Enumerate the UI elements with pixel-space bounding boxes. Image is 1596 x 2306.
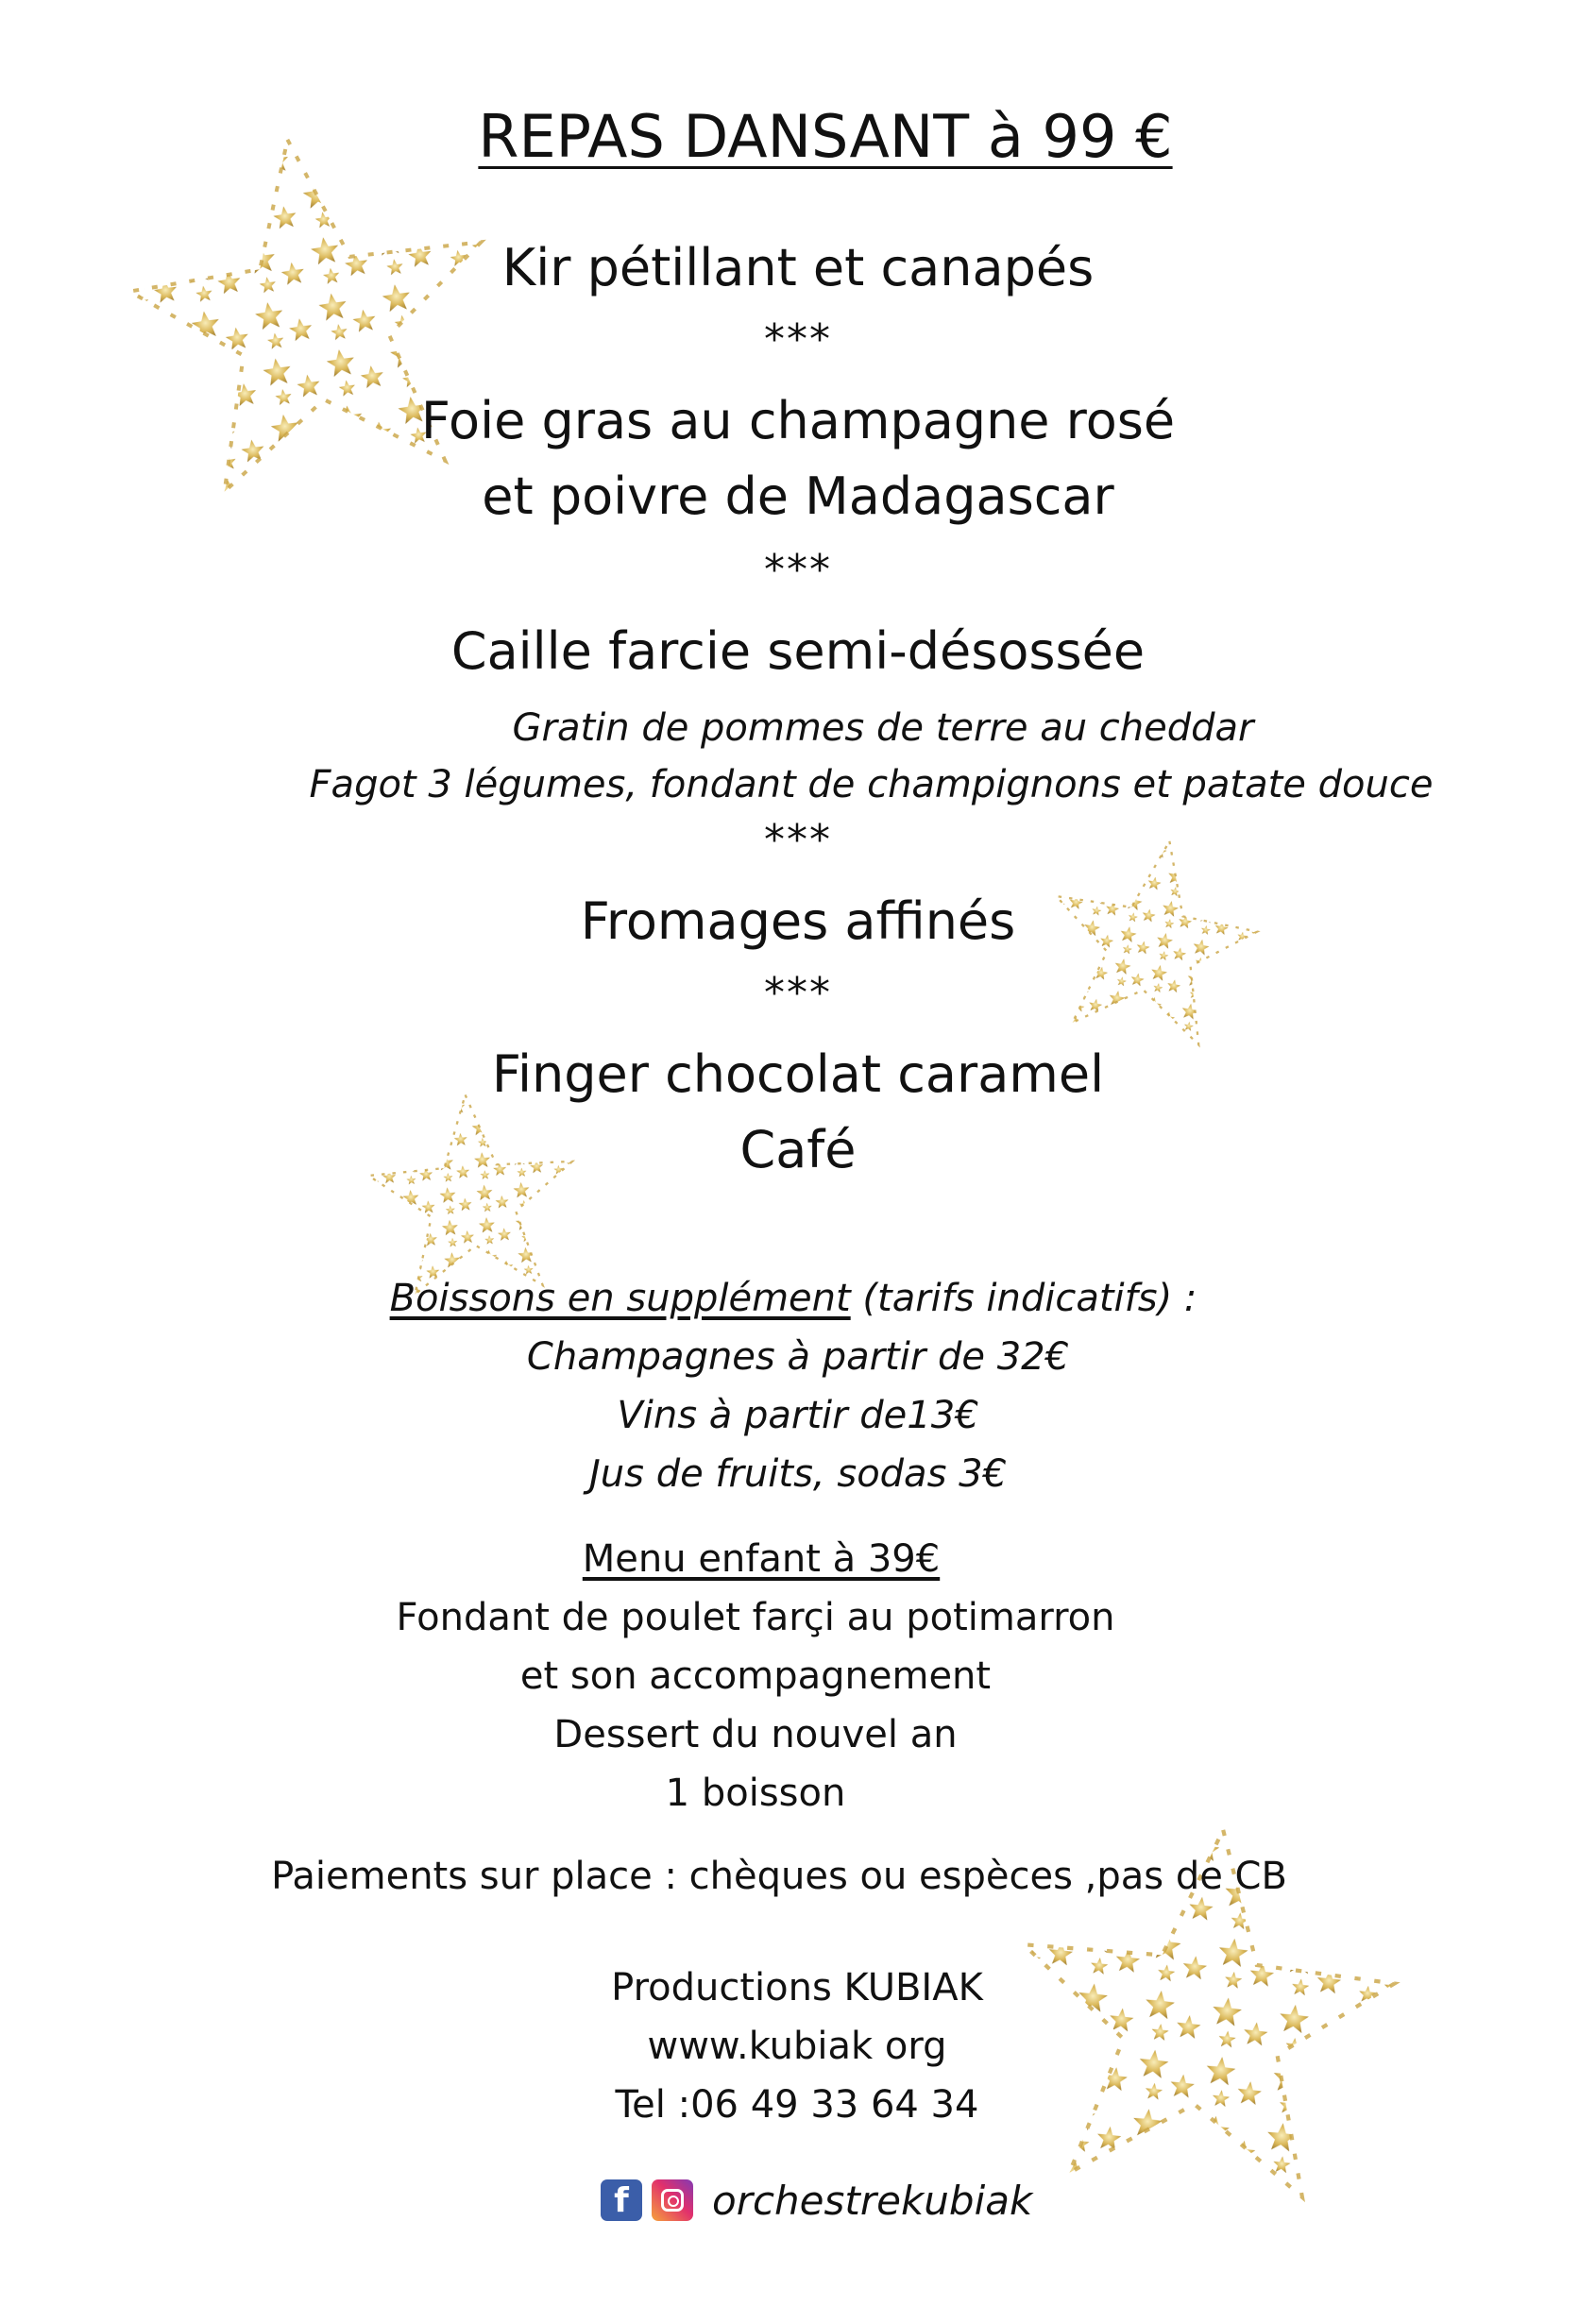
kids-menu-heading [0, 1537, 1522, 1581]
menu-separator: *** [764, 546, 832, 594]
menu-separator: *** [764, 816, 832, 864]
menu-cheese: Fromages affinés [580, 891, 1016, 951]
drinks-champagne: Champagnes à partir de 32€ [526, 1335, 1070, 1379]
page-title: REPAS DANSANT à 99 € [478, 102, 1173, 171]
drinks-heading [0, 1277, 1587, 1320]
social-links [601, 2172, 1032, 2229]
menu-aperitif: Kir pétillant et canapés [501, 238, 1095, 297]
menu-side-line-1: Gratin de pommes de terre au cheddar [512, 706, 1254, 750]
drinks-juice: Jus de fruits, sodas 3€ [588, 1452, 1008, 1496]
menu-side-line-2: Fagot 3 légumes, fondant de champignons et patate douce [309, 763, 1434, 806]
facebook-icon[interactable] [601, 2179, 642, 2221]
menu-starter-line-2: et poivre de Madagascar [482, 466, 1114, 526]
menu-starter-line-1: Foie gras au champagne rosé [420, 391, 1176, 450]
kids-menu-line-4: 1 boisson [665, 1772, 846, 1815]
drinks-heading-note: (tarifs indicatifs) : [850, 1277, 1197, 1320]
gold-star-decoration-middle-left [356, 1078, 587, 1310]
menu-separator: *** [764, 315, 832, 364]
kids-menu-heading-text: Menu enfant à 39€ [582, 1537, 941, 1581]
menu-main-course: Caille farcie semi-désossée [450, 621, 1146, 681]
kids-menu-line-3: Dessert du nouvel an [553, 1713, 958, 1756]
payment-info: Paiements sur place : chèques ou espèces ,pas de CB [271, 1855, 1287, 1898]
menu-separator: *** [764, 969, 832, 1017]
instagram-icon[interactable] [652, 2179, 693, 2221]
contact-phone[interactable]: Tel :06 49 33 64 34 [615, 2083, 979, 2127]
drinks-heading-underlined: Boissons en supplément [389, 1277, 851, 1320]
social-handle[interactable]: orchestrekubiak [712, 2177, 1033, 2224]
kids-menu-line-1: Fondant de poulet farçi au potimarron [396, 1596, 1115, 1639]
kids-menu-line-2: et son accompagnement [519, 1654, 992, 1698]
drinks-wine: Vins à partir de13€ [617, 1394, 979, 1437]
menu-coffee: Café [739, 1120, 857, 1179]
menu-dessert: Finger chocolat caramel [491, 1044, 1105, 1104]
contact-company: Productions KUBIAK [611, 1966, 983, 2009]
contact-website[interactable]: www.kubiak org [647, 2025, 947, 2068]
facebook-glyph: f [614, 2180, 629, 2220]
